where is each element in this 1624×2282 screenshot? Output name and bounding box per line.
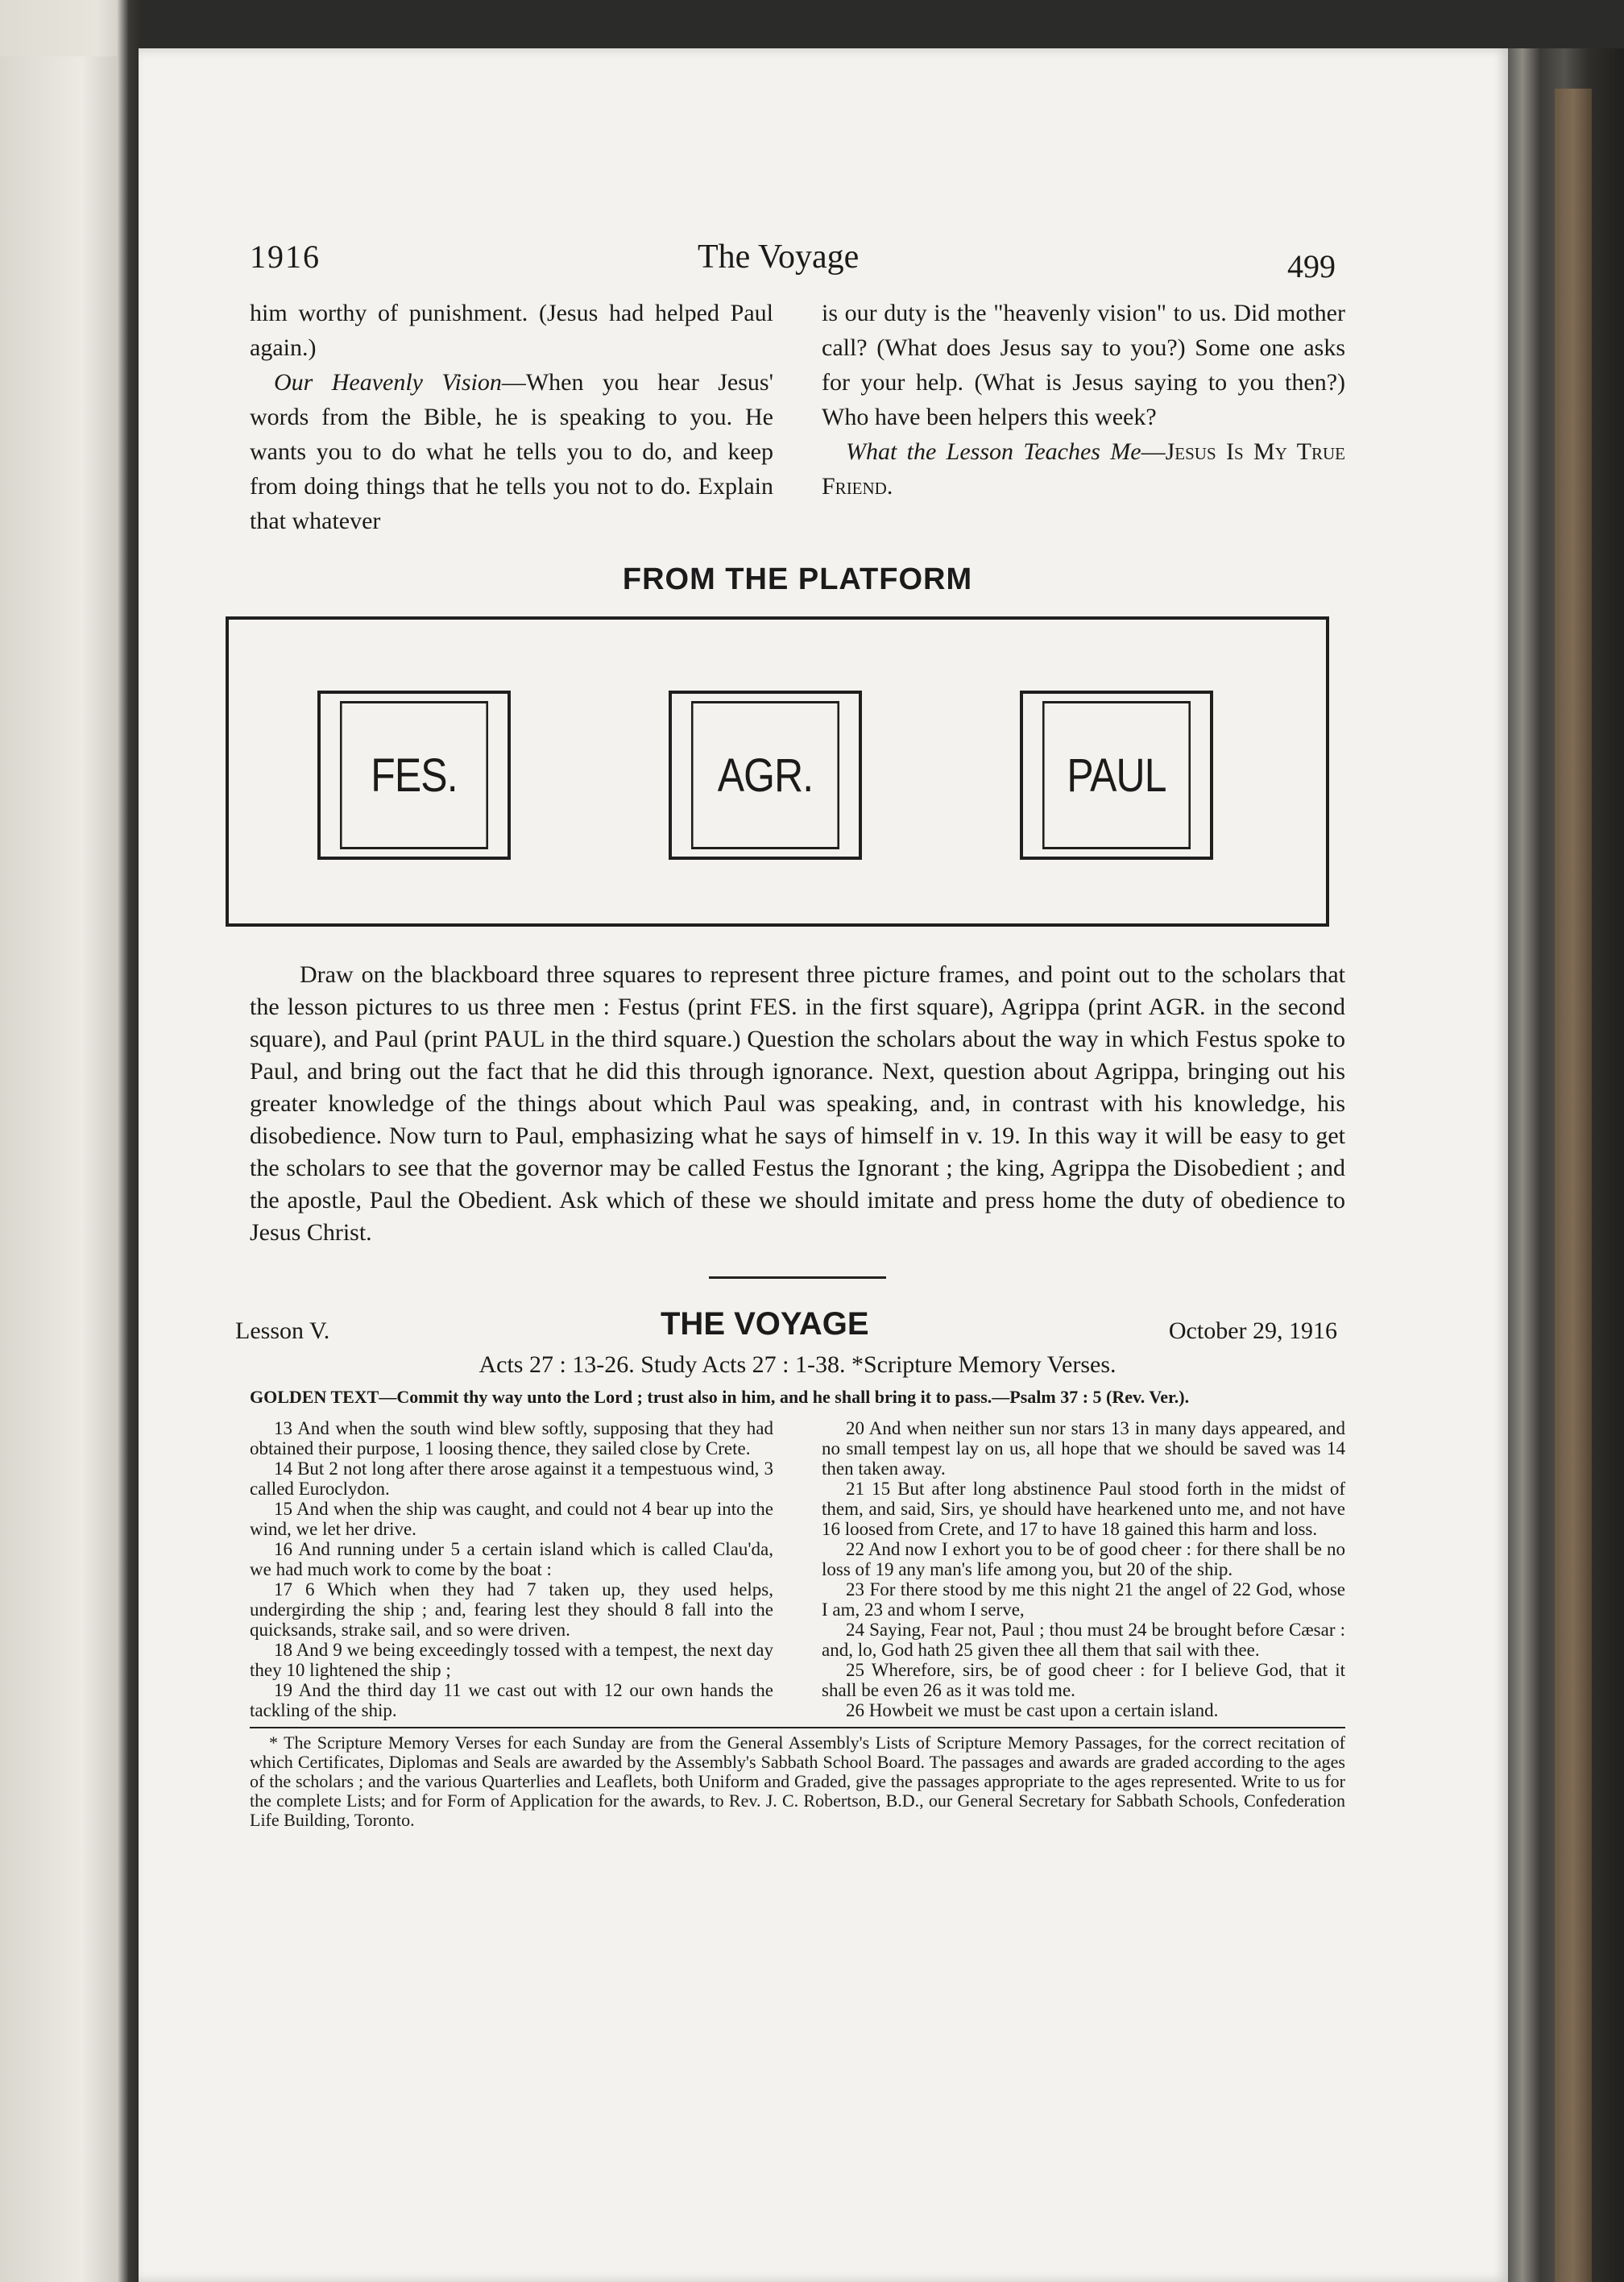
paragraph xyxy=(250,365,773,538)
footnote-rule xyxy=(250,1727,1345,1728)
verses-left-column xyxy=(250,1418,773,1720)
passage-reference: Acts 27 : 13-26. Study Acts 27 : 1-38. *Scripture Memory Verses. xyxy=(478,1351,1116,1378)
verse: 25 Wherefore, sirs, be of good cheer : for I believe God, that it shall be even 26 as it was told me. xyxy=(822,1660,1345,1700)
verse: 26 Howbeit we must be cast upon a certain island. xyxy=(846,1700,1219,1720)
paragraph: is our duty is the "heavenly vision" to us. Did mother call? (What does Jesus say to you?) Some one asks for your help. (What is Jesus saying to you then?) Who have been helpers this week? xyxy=(822,300,1345,430)
spine-band xyxy=(1555,89,1592,2282)
instructions-text: Draw on the blackboard three squares to represent three picture frames, and point out to the scholars that the lesson pictures to us three men : Festus (print FES. in the first square), Agrippa (print AGR. in the second square), and Paul (print PAUL in the third square.) Question the scholars about the way in which Festus spoke to Paul, and bring out the fact that he did this through ignorance. Next, question about Agrippa, bringing out his greater knowledge of the things about which Paul was speaking, and, in contrast with his knowledge, his disobedience. Now turn to Paul, emphasizing what he says of himself in v. 19. In this way it will be easy to get the scholars to see that the governor may be called Festus the Ignorant ; the king, Agrippa the Disobedient ; and the apostle, Paul the Obedient. Ask which of these we should imitate and press home the duty of obedience to Jesus Christ. xyxy=(250,961,1345,1246)
verse: 23 For there stood by me this night 21 the angel of 22 God, whose I am, 23 and whom I serve, xyxy=(822,1579,1345,1620)
scripture-verses xyxy=(250,1418,1345,1720)
verse: 21 15 But after long abstinence Paul stood forth in the midst of them, and said, Sirs, ye should have hearkened unto me, and not have 16 loosed from Crete, and 17 to have 18 gained this harm and loss. xyxy=(822,1479,1345,1539)
lesson-title: THE VOYAGE xyxy=(661,1306,869,1342)
lesson-date: October 29, 1916 xyxy=(1168,1317,1337,1344)
running-head-year: 1916 xyxy=(250,239,321,275)
facing-page-edge xyxy=(0,56,117,2282)
verse: 15 And when the ship was caught, and could not 4 bear up into the wind, we let her drive. xyxy=(250,1499,773,1539)
paragraph-label: Our Heavenly Vision xyxy=(274,369,502,396)
verse: 20 And when neither sun nor stars 13 in many days appeared, and no small tempest lay on us, all hope that we should be saved was 14 then taken away. xyxy=(822,1418,1345,1479)
verse: 14 But 2 not long after there arose against it a tempestuous wind, 3 called Euroclydon. xyxy=(250,1458,773,1499)
frame-label: AGR. xyxy=(691,701,839,849)
paragraph-text: —Jesus Is My True Friend. xyxy=(822,438,1345,500)
verse: 24 Saying, Fear not, Paul ; thou must 24 be brought before Cæsar : and, lo, God hath 25 given thee all them that sail with thee. xyxy=(822,1620,1345,1660)
paragraph-label: What the Lesson Teaches Me xyxy=(846,438,1141,465)
section-divider xyxy=(709,1276,886,1279)
page-number: 499 xyxy=(1287,248,1336,284)
left-column xyxy=(250,296,773,538)
paragraph-text: —When you hear Jesus' words from the Bible, he is speaking to you. He wants you to do what he tells you to do, and keep from doing things that he tells you not to do. Explain that whatever xyxy=(250,369,773,534)
footnote-text: * The Scripture Memory Verses for each Sunday are from the General Assembly's Lists of Scripture Memory Passages, for the correct recitation of which Certificates, Diplomas and Seals are awarded by the Assembly's Sabbath School Board. The passages and awards are graded according to the ages of the scholars ; and the various Quarterlies and Leaflets, both Uniform and Graded, give the passages appropriate to the ages represented. Write to us for the complete Lists; and for Form of Application for the awards, to Rev. J. C. Robertson, B.D., our General Secretary for Sabbath Schools, Confederation Life Building, Toronto. xyxy=(250,1732,1345,1830)
footnote xyxy=(250,1733,1345,1830)
verse: 18 And 9 we being exceedingly tossed with a tempest, the next day they 10 lightened the ship ; xyxy=(250,1640,773,1680)
verse: 13 And when the south wind blew softly, supposing that they had obtained their purpose, 1 loosing thence, they sailed close by Crete. xyxy=(250,1418,773,1458)
blackboard-diagram xyxy=(226,616,1329,927)
right-column xyxy=(822,296,1345,538)
picture-frame xyxy=(317,691,511,860)
lesson-text-columns xyxy=(250,296,1345,538)
platform-instructions xyxy=(250,959,1345,1249)
picture-frame xyxy=(1020,691,1213,860)
running-head xyxy=(250,230,1345,286)
verse: 16 And running under 5 a certain island which is called Clau'da, we had much work to come by the boat : xyxy=(250,1539,773,1579)
golden-text-body: —Commit thy way unto the Lord ; trust also in him, and he shall bring it to pass.—Psalm 37 : 5 (Rev. Ver.). xyxy=(379,1387,1190,1407)
golden-text xyxy=(250,1387,1345,1407)
lesson-header xyxy=(235,1306,1345,1348)
picture-frame xyxy=(669,691,862,860)
verses-right-column xyxy=(822,1418,1345,1720)
frame-label: PAUL xyxy=(1042,701,1191,849)
verse: 19 And the third day 11 we cast out with 12 our own hands the tackling of the ship. xyxy=(250,1680,773,1720)
paragraph: him worthy of punishment. (Jesus had helped Paul again.) xyxy=(250,300,773,361)
paragraph xyxy=(822,434,1345,504)
verse: 17 6 Which when they had 7 taken up, they used helps, undergirding the ship ; and, fearing lest they should 8 fall into the quicksands, strake sail, and so were driven. xyxy=(250,1579,773,1640)
lesson-number: Lesson V. xyxy=(235,1317,330,1344)
running-head-title: The Voyage xyxy=(698,239,860,276)
verse: 22 And now I exhort you to be of good cheer : for there shall be no loss of 19 any man's life among you, but 20 of the ship. xyxy=(822,1539,1345,1579)
page-content xyxy=(235,230,1345,1830)
frame-label: FES. xyxy=(340,701,488,849)
platform-heading: FROM THE PLATFORM xyxy=(622,562,973,596)
golden-text-label: GOLDEN TEXT xyxy=(250,1387,379,1407)
